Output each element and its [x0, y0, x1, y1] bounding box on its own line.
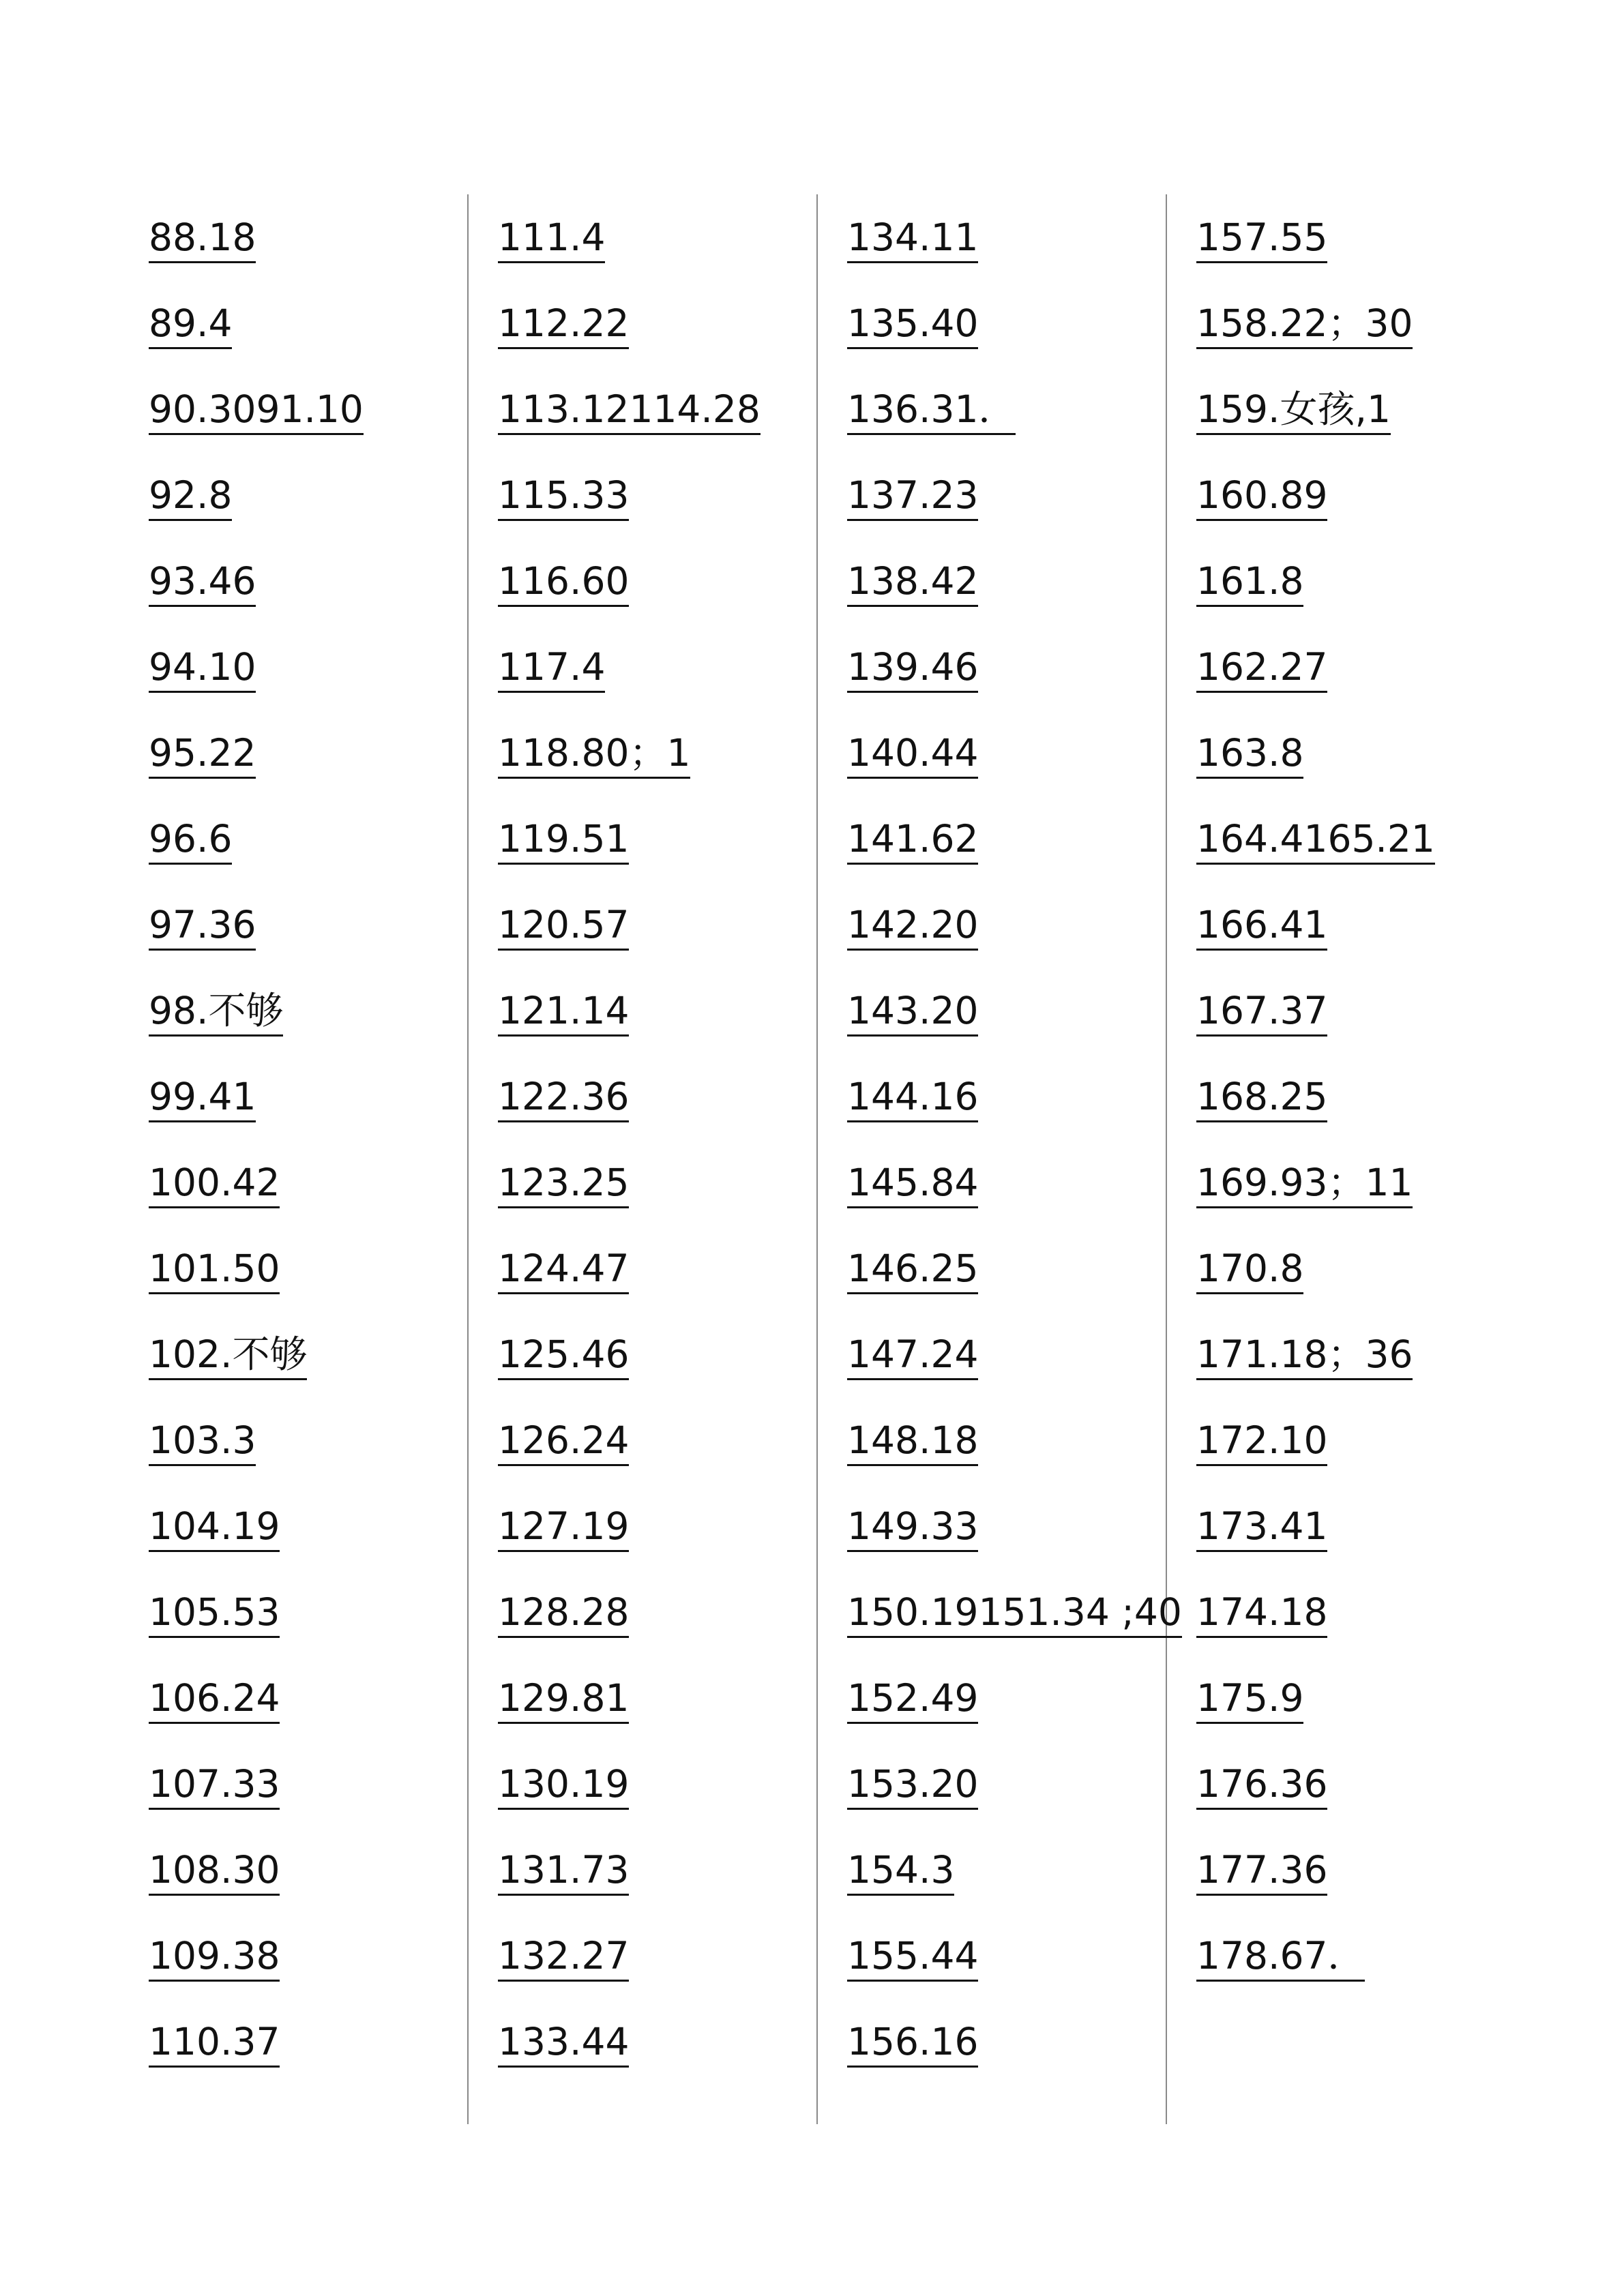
answer-text: 133.44: [498, 2021, 629, 2068]
answer-item: [1196, 1655, 1473, 1741]
answer-text: 117.4: [498, 646, 605, 693]
answer-text: 169.93；11: [1196, 1162, 1413, 1208]
answer-text: 159.女孩,1: [1196, 389, 1391, 435]
answer-item: [498, 624, 816, 710]
answer-item: [847, 452, 1166, 538]
answer-text: 107.33: [149, 1763, 280, 1810]
answer-item: [847, 968, 1166, 1054]
answer-item: [498, 452, 816, 538]
answer-item: [498, 1655, 816, 1741]
answer-text: 147.24: [847, 1334, 978, 1380]
answer-item: [149, 882, 467, 968]
answer-text: 144.16: [847, 1076, 978, 1122]
answer-text: 102.不够: [149, 1334, 307, 1380]
answer-item: [498, 1827, 816, 1913]
answer-item: [1196, 1741, 1473, 1827]
answer-text: 96.6: [149, 818, 232, 865]
answer-text: 170.8: [1196, 1248, 1303, 1294]
answer-text: 177.36: [1196, 1849, 1327, 1896]
answer-item: [847, 1483, 1166, 1569]
answer-text: 156.16: [847, 2021, 978, 2068]
answer-text: 142.20: [847, 904, 978, 951]
answer-item: [149, 796, 467, 882]
answer-item: [498, 194, 816, 280]
answer-text: 110.37: [149, 2021, 280, 2068]
answer-item: [149, 194, 467, 280]
answer-item: [1196, 1913, 1473, 1999]
answer-text: 108.30: [149, 1849, 280, 1896]
answer-text: 105.53: [149, 1592, 280, 1638]
answer-text: 95.22: [149, 732, 256, 779]
answer-item: [847, 624, 1166, 710]
answer-item: [149, 624, 467, 710]
answer-text: 128.28: [498, 1592, 629, 1638]
answer-text: 175.9: [1196, 1678, 1303, 1724]
answer-item: [1196, 1397, 1473, 1483]
answer-text: 119.51: [498, 818, 629, 865]
answer-item: [847, 796, 1166, 882]
answer-item: [498, 1225, 816, 1311]
answer-item: [498, 1569, 816, 1655]
answer-item: [847, 1827, 1166, 1913]
answer-text: 124.47: [498, 1248, 629, 1294]
answer-item: [847, 882, 1166, 968]
answer-item: [847, 1311, 1166, 1397]
answer-text: 146.25: [847, 1248, 978, 1294]
answer-text: 150.19151.34 ;40: [847, 1592, 1182, 1638]
answer-text: 162.27: [1196, 646, 1327, 693]
answer-item: [149, 710, 467, 796]
answer-text: 136.31．: [847, 389, 1016, 435]
answer-list: [816, 194, 1182, 2085]
answer-text: 89.4: [149, 303, 232, 349]
answer-item: [847, 1225, 1166, 1311]
answer-item: [498, 1913, 816, 1999]
answer-column-1: [149, 194, 467, 2124]
answer-item: [498, 280, 816, 366]
answer-item: [1196, 796, 1473, 882]
answer-text: 173.41: [1196, 1506, 1327, 1552]
answer-text: 112.22: [498, 303, 629, 349]
answer-item: [498, 1397, 816, 1483]
answer-text: 92.8: [149, 475, 232, 521]
answer-item: [498, 1311, 816, 1397]
answer-text: 126.24: [498, 1420, 629, 1466]
answer-text: 98.不够: [149, 990, 283, 1037]
answer-text: 90.3091.10: [149, 389, 364, 435]
answer-text: 153.20: [847, 1763, 978, 1810]
answer-item: [149, 1999, 467, 2085]
answer-item: [149, 1311, 467, 1397]
answer-item: [149, 1139, 467, 1225]
answer-sheet: [149, 194, 1473, 2124]
answer-column-2: [467, 194, 816, 2124]
answer-item: [149, 538, 467, 624]
answer-text: 100.42: [149, 1162, 280, 1208]
answer-item: [1196, 968, 1473, 1054]
answer-text: 115.33: [498, 475, 629, 521]
answer-text: 109.38: [149, 1935, 280, 1982]
answer-text: 121.14: [498, 990, 629, 1037]
answer-item: [847, 1569, 1182, 1655]
answer-item: [847, 1397, 1166, 1483]
answer-item: [149, 280, 467, 366]
answer-item: [149, 452, 467, 538]
answer-text: 168.25: [1196, 1076, 1327, 1122]
answer-item: [1196, 1054, 1473, 1139]
answer-item: [1196, 882, 1473, 968]
answer-text: 123.25: [498, 1162, 629, 1208]
answer-item: [847, 1054, 1166, 1139]
answer-text: 166.41: [1196, 904, 1327, 951]
answer-item: [498, 796, 816, 882]
answer-list: [1166, 194, 1473, 1999]
answer-text: 106.24: [149, 1678, 280, 1724]
answer-text: 131.73: [498, 1849, 629, 1896]
answer-text: 174.18: [1196, 1592, 1327, 1638]
answer-text: 113.12114.28: [498, 389, 761, 435]
answer-text: 143.20: [847, 990, 978, 1037]
answer-text: 160.89: [1196, 475, 1327, 521]
answer-item: [847, 1139, 1166, 1225]
answer-text: 135.40: [847, 303, 978, 349]
answer-text: 163.8: [1196, 732, 1303, 779]
answer-item: [1196, 366, 1473, 452]
answer-item: [1196, 1827, 1473, 1913]
answer-item: [1196, 194, 1473, 280]
answer-item: [498, 366, 816, 452]
answer-text: 97.36: [149, 904, 256, 951]
answer-text: 145.84: [847, 1162, 978, 1208]
answer-text: 155.44: [847, 1935, 978, 1982]
answer-text: 139.46: [847, 646, 978, 693]
answer-text: 118.80；1: [498, 732, 690, 779]
answer-item: [1196, 538, 1473, 624]
answer-item: [149, 1483, 467, 1569]
answer-text: 152.49: [847, 1678, 978, 1724]
answer-column-3: [816, 194, 1182, 2124]
answer-item: [847, 280, 1166, 366]
answer-item: [498, 538, 816, 624]
answer-text: 120.57: [498, 904, 629, 951]
answer-list: [467, 194, 816, 2085]
answer-text: 122.36: [498, 1076, 629, 1122]
answer-item: [149, 1225, 467, 1311]
answer-item: [1196, 624, 1473, 710]
answer-text: 154.3: [847, 1849, 954, 1896]
answer-item: [1196, 1139, 1473, 1225]
answer-text: 104.19: [149, 1506, 280, 1552]
answer-text: 127.19: [498, 1506, 629, 1552]
answer-item: [847, 366, 1166, 452]
answer-item: [149, 366, 467, 452]
answer-text: 138.42: [847, 561, 978, 607]
answer-item: [1196, 1225, 1473, 1311]
answer-text: 171.18；36: [1196, 1334, 1413, 1380]
answer-item: [149, 1569, 467, 1655]
answer-item: [498, 1999, 816, 2085]
answer-text: 134.11: [847, 217, 978, 263]
answer-item: [149, 1655, 467, 1741]
answer-text: 99.41: [149, 1076, 256, 1122]
answer-item: [149, 1913, 467, 1999]
answer-item: [498, 968, 816, 1054]
answer-text: 103.3: [149, 1420, 256, 1466]
answer-column-4: [1166, 194, 1473, 2124]
answer-item: [149, 968, 467, 1054]
answer-text: 111.4: [498, 217, 605, 263]
answer-item: [149, 1397, 467, 1483]
answer-item: [847, 1913, 1166, 1999]
answer-item: [847, 194, 1166, 280]
answer-text: 167.37: [1196, 990, 1327, 1037]
answer-text: 178.67．: [1196, 1935, 1365, 1982]
answer-text: 176.36: [1196, 1763, 1327, 1810]
answer-item: [498, 1741, 816, 1827]
answer-text: 93.46: [149, 561, 256, 607]
answer-text: 148.18: [847, 1420, 978, 1466]
answer-text: 94.10: [149, 646, 256, 693]
answer-item: [1196, 710, 1473, 796]
answer-text: 140.44: [847, 732, 978, 779]
answer-item: [149, 1054, 467, 1139]
answer-text: 141.62: [847, 818, 978, 865]
answer-item: [1196, 1483, 1473, 1569]
answer-text: 132.27: [498, 1935, 629, 1982]
answer-item: [847, 1999, 1166, 2085]
answer-item: [1196, 1569, 1473, 1655]
answer-list: [149, 194, 467, 2085]
answer-text: 164.4165.21: [1196, 818, 1435, 865]
answer-text: 88.18: [149, 217, 256, 263]
answer-text: 158.22；30: [1196, 303, 1413, 349]
answer-text: 161.8: [1196, 561, 1303, 607]
answer-item: [149, 1741, 467, 1827]
answer-text: 172.10: [1196, 1420, 1327, 1466]
answer-text: 116.60: [498, 561, 629, 607]
answer-item: [847, 1741, 1166, 1827]
answer-item: [498, 710, 816, 796]
answer-text: 157.55: [1196, 217, 1327, 263]
answer-text: 149.33: [847, 1506, 978, 1552]
answer-item: [498, 882, 816, 968]
answer-item: [847, 538, 1166, 624]
answer-item: [1196, 280, 1473, 366]
answer-item: [847, 1655, 1166, 1741]
answer-item: [1196, 1311, 1473, 1397]
answer-text: 129.81: [498, 1678, 629, 1724]
answer-item: [498, 1483, 816, 1569]
answer-text: 101.50: [149, 1248, 280, 1294]
answer-item: [1196, 452, 1473, 538]
answer-text: 137.23: [847, 475, 978, 521]
answer-text: 130.19: [498, 1763, 629, 1810]
answer-text: 125.46: [498, 1334, 629, 1380]
answer-item: [847, 710, 1166, 796]
answer-item: [498, 1054, 816, 1139]
answer-item: [498, 1139, 816, 1225]
answer-item: [149, 1827, 467, 1913]
